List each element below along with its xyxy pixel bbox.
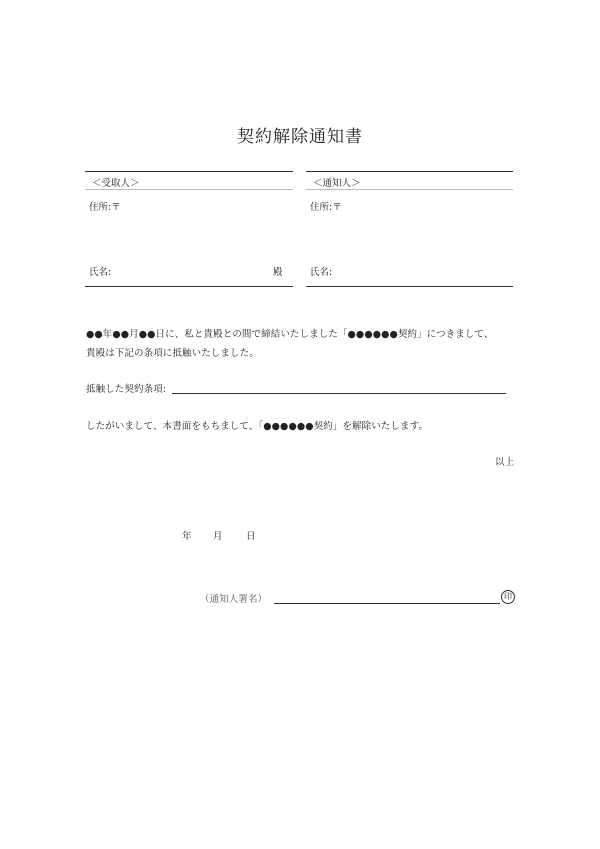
signature-label: （通知人署名）	[200, 594, 268, 605]
date-day-label: 日	[246, 531, 256, 542]
date-year-label: 年	[182, 531, 192, 542]
signature-line[interactable]	[274, 603, 500, 604]
violated-clause-label: 抵触した契約条項:	[86, 384, 167, 395]
seal-mark: 印	[501, 590, 515, 604]
recipient-honorific: 殿	[273, 267, 283, 278]
date-month-label: 月	[213, 531, 223, 542]
recipient-header-rule	[85, 189, 293, 190]
body-line-2: 貴殿は下記の条項に抵触いたしました。	[86, 348, 259, 359]
closing-text: 以上	[495, 457, 515, 468]
body-line-3: したがいまして、本書面をもちまして、「●●●●●●契約」を解除いたします。	[86, 421, 429, 432]
sender-header-rule	[306, 189, 513, 190]
recipient-name-label: 氏名:	[89, 267, 112, 278]
sender-name-rule	[306, 286, 513, 287]
sender-address-label: 住所:〒	[310, 202, 342, 213]
body-line-1: ●●年●●月●●日に、私と貴殿との間で締結いたしました「●●●●●●契約」につきまして、	[86, 329, 494, 340]
recipient-header: ＜受取人＞	[92, 178, 140, 189]
recipient-name-rule	[85, 286, 293, 287]
sender-name-label: 氏名:	[310, 267, 333, 278]
document-title: 契約解除通知書	[237, 127, 363, 147]
sender-header: ＜通知人＞	[313, 178, 361, 189]
sender-top-rule	[306, 171, 513, 172]
recipient-address-label: 住所:〒	[89, 202, 121, 213]
recipient-top-rule	[85, 171, 293, 172]
violated-clause-blank[interactable]	[172, 393, 506, 394]
